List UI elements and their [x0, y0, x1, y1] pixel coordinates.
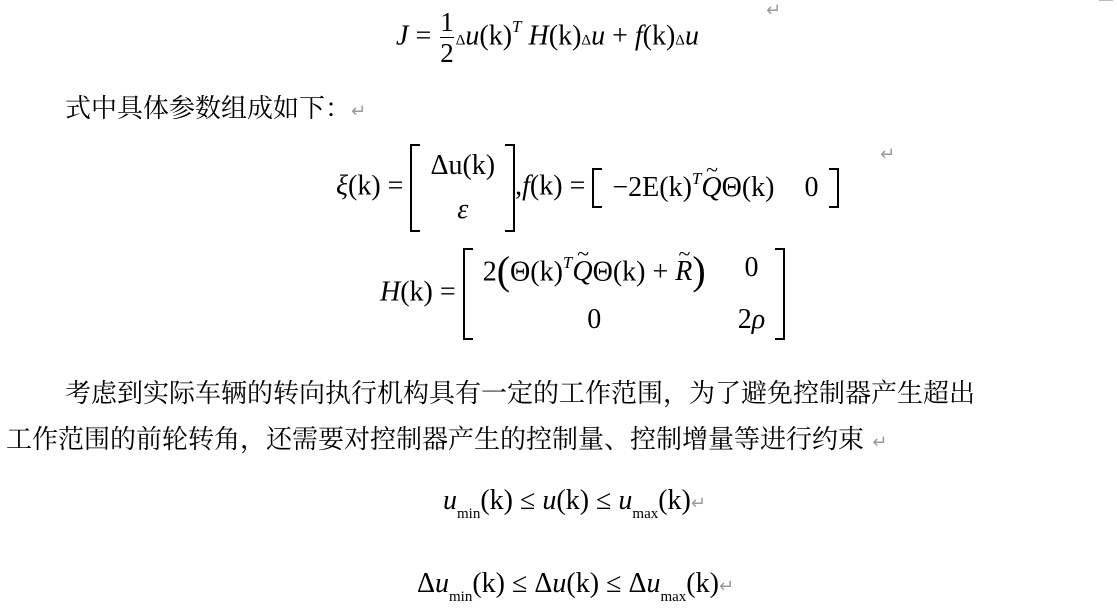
left-paren: ( — [496, 248, 511, 293]
u-symbol: u — [542, 485, 557, 516]
min-subscript: min — [449, 589, 473, 605]
k-argument: (k) — [556, 485, 590, 516]
u-symbol: u — [435, 568, 450, 599]
paragraph-mark: ↵ — [351, 101, 367, 122]
h-matrix-entry-21: 0 — [587, 304, 602, 335]
paragraph-mark: ↵ — [766, 0, 782, 21]
k-argument: (k) — [479, 20, 513, 52]
minus-2e-term: −2E — [612, 172, 660, 203]
k-argument: (k) — [741, 172, 775, 203]
less-equal-sign: ≤ — [520, 485, 536, 516]
right-paren: ) — [692, 248, 706, 293]
plus-sign: + — [612, 20, 628, 52]
u-symbol: u — [552, 568, 567, 599]
q-tilde-symbol: Q ~ — [572, 258, 592, 286]
transpose-superscript: T — [562, 253, 573, 273]
k-argument: (k) — [659, 172, 692, 203]
f-symbol: f — [634, 20, 643, 52]
equals-sign: = — [439, 276, 456, 308]
u-constraint-equation — [443, 485, 706, 522]
rho-symbol: ρ — [751, 304, 766, 335]
delta-symbol: Δ — [628, 568, 647, 599]
paragraph-mark: ↵ — [880, 144, 896, 165]
k-argument: (k) — [472, 568, 506, 599]
delta-symbol: Δ — [455, 32, 466, 49]
k-argument: (k) — [612, 256, 646, 288]
xi-f-definition — [336, 144, 839, 232]
k-argument: (k) — [658, 485, 691, 516]
xi-vector-row-2: ε — [457, 194, 469, 225]
u-symbol: u — [684, 20, 699, 52]
two-coefficient: 2 — [482, 256, 497, 288]
two-coefficient: 2 — [737, 304, 752, 335]
delta-u-symbol: Δu — [430, 150, 463, 181]
equals-sign: = — [387, 170, 404, 202]
k-argument: (k) — [348, 170, 381, 202]
paragraph-mark: ↵ — [872, 432, 888, 453]
f-vector-entry-2: 0 — [804, 172, 819, 203]
paragraph-mark: ↵ — [690, 493, 706, 514]
max-subscript: max — [632, 506, 659, 522]
transpose-superscript: T — [512, 17, 522, 37]
constraint-paragraph-line-1: 考虑到实际车辆的转向执行机构具有一定的工作范围，为了避免控制器产生超出 — [65, 379, 976, 409]
h-matrix-entry-12: 0 — [744, 252, 759, 283]
params-intro-text — [65, 96, 366, 122]
max-subscript: max — [660, 589, 687, 605]
less-equal-sign: ≤ — [596, 485, 612, 516]
transpose-superscript: T — [691, 169, 702, 188]
h-matrix-entry-22 — [712, 301, 771, 339]
comma: , — [515, 170, 523, 202]
q-tilde-symbol: Q ~ — [701, 174, 721, 202]
r-tilde-symbol: R ~ — [675, 258, 692, 286]
less-equal-sign: ≤ — [512, 568, 528, 599]
constraint-paragraph-line-2 — [6, 427, 887, 453]
j-symbol: J — [396, 20, 409, 52]
k-argument: (k) — [686, 568, 719, 599]
fraction-denominator: 2 — [440, 38, 454, 69]
min-subscript: min — [457, 506, 481, 522]
u-symbol: u — [465, 20, 480, 52]
k-argument: (k) — [642, 20, 676, 52]
f-vector-entry-1 — [606, 169, 780, 207]
k-argument: (k) — [566, 568, 600, 599]
page-corner-mark — [1099, 0, 1113, 4]
h-symbol: H — [380, 276, 401, 308]
xi-vector — [410, 144, 515, 232]
h-symbol: H — [528, 20, 549, 52]
equals-sign: = — [415, 20, 432, 52]
less-equal-sign: ≤ — [606, 568, 622, 599]
xi-vector-row-1 — [424, 147, 501, 185]
h-matrix-entry-11 — [477, 249, 712, 299]
constraint-line-2-text: 工作范围的前轮转角，还需要对控制器产生的控制量、控制增量等进行约束 — [6, 425, 865, 455]
objective-equation — [396, 8, 699, 68]
params-intro-label: 式中具体参数组成如下： — [65, 94, 352, 124]
xi-symbol: ξ — [336, 170, 348, 202]
u-symbol: u — [591, 20, 606, 52]
k-argument: (k) — [400, 276, 433, 308]
delta-symbol: Δ — [534, 568, 553, 599]
theta-symbol: Θ — [510, 256, 531, 288]
theta-symbol: Θ — [721, 172, 742, 203]
h-matrix-definition — [380, 248, 785, 340]
delta-symbol: Δ — [675, 32, 685, 49]
k-argument: (k) — [529, 170, 563, 202]
k-argument: (k) — [530, 256, 563, 288]
delta-u-constraint-equation — [417, 568, 735, 605]
u-symbol: u — [646, 568, 661, 599]
k-argument: (k) — [480, 485, 513, 516]
u-symbol: u — [618, 485, 633, 516]
h-matrix — [463, 248, 786, 340]
f-row-vector — [592, 168, 838, 208]
delta-symbol: Δ — [581, 32, 592, 49]
theta-symbol: Θ — [592, 256, 613, 288]
u-symbol: u — [443, 485, 457, 516]
equals-sign: = — [569, 170, 586, 202]
f-symbol: f — [522, 170, 530, 202]
k-argument: (k) — [462, 150, 496, 181]
fraction-one-half — [440, 8, 454, 68]
plus-sign: + — [652, 256, 669, 288]
fraction-numerator: 1 — [440, 7, 454, 37]
k-argument: (k) — [548, 20, 582, 52]
delta-symbol: Δ — [417, 568, 436, 599]
paragraph-mark: ↵ — [718, 576, 735, 597]
